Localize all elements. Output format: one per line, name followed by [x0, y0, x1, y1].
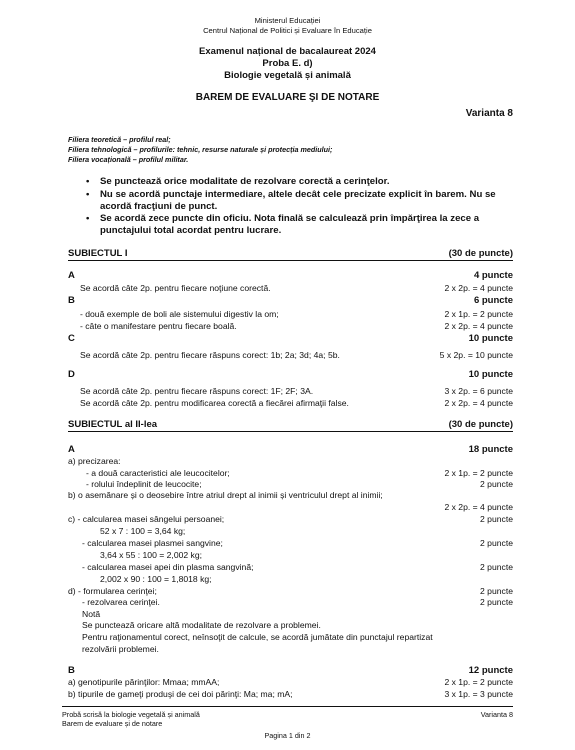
item-c2-calc: 3,64 x 55 : 100 = 2,002 kg; [100, 550, 203, 560]
item-d2: - rezolvarea cerinţei. [82, 597, 160, 607]
subject-2-header [68, 419, 513, 432]
page-number: Pagina 1 din 2 [264, 731, 311, 740]
section-label: B [68, 665, 75, 676]
rule-item: • Se acordă zece puncte din oficiu. Nota finală se calculează prin împărţirea la zece a punctajului total acordat pentru lucrare. [100, 213, 520, 237]
section-points: 18 puncte [468, 444, 513, 455]
section-label: C [68, 333, 75, 344]
footer-divider [62, 706, 513, 707]
subject-2-points: (30 de puncte) [448, 419, 513, 430]
subject-1-title: SUBIECTUL I [68, 248, 128, 259]
subject-2-title: SUBIECTUL al II-lea [68, 419, 158, 430]
note-title: Notă [82, 609, 101, 619]
barem-row: Se acordă câte 2p. pentru modificarea corectă a fiecărei afirmaţii false. 2 x 2p. = 4 puncte [80, 398, 513, 408]
item-c3-calc: 2,002 x 90 : 100 = 1,8018 kg; [100, 574, 212, 584]
item-a1-points: 2 x 1p. = 2 puncte [444, 468, 513, 478]
item-c1-calc: 52 x 7 : 100 = 3,64 kg; [100, 526, 186, 536]
section-points: 6 puncte [473, 295, 513, 306]
exam-title: Examenul național de bacalaureat 2024 [199, 46, 376, 57]
item-c1-points: 2 puncte [480, 514, 513, 524]
note-line: Se punctează oricare altă modalitate de rezolvare a problemei. [82, 620, 321, 630]
barem-title: BAREM DE EVALUARE ŞI DE NOTARE [195, 92, 380, 103]
section-points: 10 puncte [468, 369, 513, 380]
ministry-name: Ministerul Educației [254, 16, 321, 25]
footer-variant: Varianta 8 [480, 710, 513, 719]
section-label: D [68, 369, 75, 380]
item-b-points: 2 x 2p. = 4 puncte [444, 502, 513, 512]
barem-row: b) tipurile de gameţi produşi de cei doi părinţi: Ma; ma; mA; 3 x 1p. = 3 puncte [68, 689, 513, 699]
barem-row: Se acordă câte 2p. pentru fiecare răspuns corect: 1F; 2F; 3A. 3 x 2p. = 6 puncte [80, 386, 513, 396]
filiera-teoretica: Filiera teoretică – profilul real; [68, 135, 171, 144]
rule-item: • Nu se acordă punctaje intermediare, altele decât cele precizate explicit în barem. Nu se acordă fracţiuni de punct. [100, 189, 520, 213]
footer-left-1: Probă scrisă la biologie vegetală și animală [62, 710, 200, 719]
item-d1-points: 2 puncte [480, 586, 513, 596]
item-a2-points: 2 puncte [480, 479, 513, 489]
item-b: b) o asemănare și o deosebire între atriul drept al inimii și ventriculul drept al inimii; [68, 490, 383, 500]
item-d2-points: 2 puncte [480, 597, 513, 607]
section-label: A [68, 444, 75, 455]
item-c3-points: 2 puncte [480, 562, 513, 572]
item-c2-points: 2 puncte [480, 538, 513, 548]
variant-label: Varianta 8 [465, 108, 513, 119]
exam-proba: Proba E. d) [262, 58, 313, 69]
barem-row: - câte o manifestare pentru fiecare boală. 2 x 2p. = 4 puncte [80, 321, 513, 331]
item-c3: - calcularea masei apei din plasma sangvină; [82, 562, 254, 572]
section-label: A [68, 270, 75, 281]
barem-row: - două exemple de boli ale sistemului digestiv la om; 2 x 1p. = 2 puncte [80, 309, 513, 319]
filiera-vocationala: Filiera vocațională – profilul militar. [68, 155, 189, 164]
exam-subject: Biologie vegetală și animală [224, 70, 351, 81]
note-line: Pentru raţionamentul corect, neînsoţit de calcule, se acordă jumătate din punctajul repartizat [82, 632, 433, 642]
item-d1: d) - formularea cerinţei; [68, 586, 157, 596]
subject-1-points: (30 de puncte) [448, 248, 513, 259]
item-c1: c) - calcularea masei sângelui persoanei; [68, 514, 225, 524]
section-points: 10 puncte [468, 333, 513, 344]
item-a2: - rolului îndeplinit de leucocite; [86, 479, 202, 489]
center-name: Centrul Național de Politici și Evaluare în Educație [203, 26, 372, 35]
item-a: a) precizarea: [68, 456, 121, 466]
section-label: B [68, 295, 75, 306]
note-line: rezolvării problemei. [82, 644, 159, 654]
footer-left-2: Barem de evaluare și de notare [62, 719, 163, 728]
barem-row: Se acordă câte 2p. pentru fiecare răspuns corect: 1b; 2a; 3d; 4a; 5b. 5 x 2p. = 10 puncte [80, 350, 513, 360]
barem-row: Se acordă câte 2p. pentru fiecare noţiune corectă. 2 x 2p. = 4 puncte [80, 283, 513, 293]
section-points: 4 puncte [473, 270, 513, 281]
filiera-tehnologica: Filiera tehnologică – profilurile: tehnic, resurse naturale și protecția mediului; [68, 145, 333, 154]
section-points: 12 puncte [468, 665, 513, 676]
item-c2: - calcularea masei plasmei sangvine; [82, 538, 223, 548]
item-a1: - a două caracteristici ale leucocitelor; [86, 468, 230, 478]
subject-1-header [68, 248, 513, 261]
barem-row: a) genotipurile părinţilor: Mmaa; mmAA; 2 x 1p. = 2 puncte [68, 677, 513, 687]
rule-item: • Se punctează orice modalitate de rezolvare corectă a cerinţelor. [100, 176, 520, 188]
